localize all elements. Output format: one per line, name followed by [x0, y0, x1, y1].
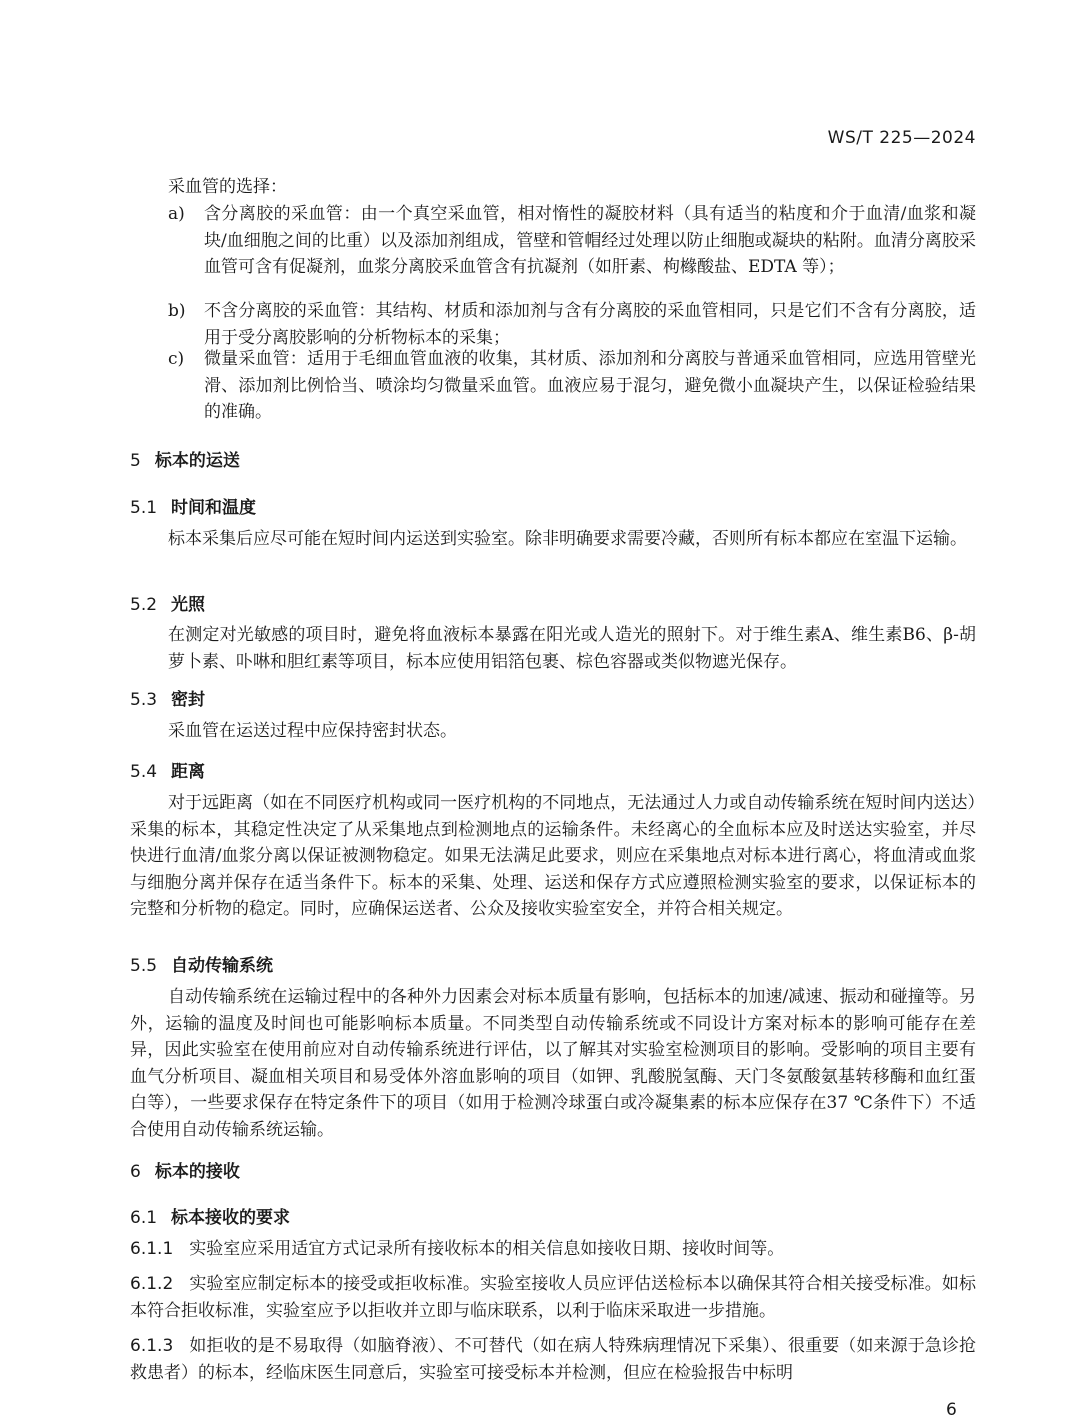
paragraph: 在测定对光敏感的项目时，避免将血液标本暴露在阳光或人造光的照射下。对于维生素A、维生素B6、β-胡萝卜素、卟啉和胆红素等项目，标本应使用铝箔包裹、棕色容器或类似物遮光保存。 — [168, 625, 976, 672]
clause-text: 如拒收的是不易取得（如脑脊液）、不可替代（如在病人特殊病理情况下采集）、很重要（如来源于急诊抢救患者）的标本，经临床医生同意后，实验室可接受标本并检测，但应在检验报告中标明 — [130, 1336, 976, 1383]
subsection-heading — [130, 757, 205, 782]
clause-text: 实验室应采用适宜方式记录所有接收标本的相关信息如接收日期、接收时间等。 — [189, 1239, 785, 1259]
clause-number: 6.1.1 — [130, 1239, 174, 1259]
clause-number: 6.1.3 — [130, 1336, 174, 1356]
subsection-number: 5.1 — [130, 498, 158, 518]
list-marker: c) — [168, 349, 185, 369]
subsection-number: 5.2 — [130, 595, 158, 615]
subsection-title: 标本接收的要求 — [171, 1208, 291, 1228]
section-heading — [130, 446, 240, 471]
subsection-title: 时间和温度 — [171, 498, 257, 518]
section-title: 标本的接收 — [154, 1162, 240, 1182]
subsection-heading — [130, 951, 273, 976]
clause-number: 6.1.2 — [130, 1274, 174, 1294]
section-number: 5 — [130, 451, 141, 471]
section-title: 标本的运送 — [154, 451, 240, 471]
intro-label: 采血管的选择： — [168, 177, 287, 197]
subsection-title: 距离 — [171, 762, 206, 782]
paragraph: 采血管在运送过程中应保持密封状态。 — [168, 721, 457, 741]
subsection-title: 光照 — [171, 595, 206, 615]
subsection-title: 自动传输系统 — [171, 956, 274, 976]
section-number: 6 — [130, 1162, 141, 1182]
subsection-heading — [130, 493, 256, 518]
list-item-text: 不含分离胶的采血管：其结构、材质和添加剂与含有分离胶的采血管相同，只是它们不含有分离胶，适用于受分离胶影响的分析物标本的采集； — [204, 301, 976, 348]
list-marker: b) — [168, 301, 186, 321]
subsection-title: 密封 — [171, 690, 206, 710]
subsection-number: 5.5 — [130, 956, 158, 976]
list-item — [168, 298, 976, 351]
list-item — [168, 346, 976, 426]
page-number: 6 — [946, 1400, 957, 1420]
paragraph: 对于远距离（如在不同医疗机构或同一医疗机构的不同地点，无法通过人力或自动传输系统在短时间内送达）采集的标本，其稳定性决定了从采集地点到检测地点的运输条件。未经离心的全血标本应及时送达实验室，并尽快进行血清/血浆分离以保证被测物稳定。如果无法满足此要求，则应在采集地点对标本进行离心，将血清或血浆与细胞分离并保存在适当条件下。标本的采集、处理、运送和保存方式应遵照检测实验室的要求，以保证标本的完整和分析物的稳定。同时，应确保运送者、公众及接收实验室安全，并符合相关规定。 — [130, 793, 976, 919]
subsection-number: 6.1 — [130, 1208, 158, 1228]
subsection-number: 5.4 — [130, 762, 158, 782]
subsection-number: 5.3 — [130, 690, 158, 710]
list-item — [168, 201, 976, 307]
subsection-heading — [130, 1203, 290, 1228]
document-code: WS/T 225—2024 — [827, 128, 976, 148]
clause-text: 实验室应制定标本的接受或拒收标准。实验室接收人员应评估送检标本以确保其符合相关接受标准。如标本符合拒收标准，实验室应予以拒收并立即与临床联系，以利于临床采取进一步措施。 — [130, 1274, 976, 1321]
list-marker: a) — [168, 204, 185, 224]
list-item-text: 微量采血管：适用于毛细血管血液的收集，其材质、添加剂和分离胶与普通采血管相同，应选用管壁光滑、添加剂比例恰当、喷涂均匀微量采血管。血液应易于混匀，避免微小血凝块产生，以保证检验结果的准确。 — [204, 349, 976, 422]
clause — [130, 1271, 976, 1324]
subsection-heading — [130, 685, 205, 710]
clause — [130, 1333, 976, 1386]
subsection-heading — [130, 590, 205, 615]
paragraph: 标本采集后应尽可能在短时间内运送到实验室。除非明确要求需要冷藏，否则所有标本都应在室温下运输。 — [168, 529, 967, 549]
clause — [130, 1236, 976, 1263]
list-item-text: 含分离胶的采血管：由一个真空采血管，相对惰性的凝胶材料（具有适当的粘度和介于血清/血浆和凝块/血细胞之间的比重）以及添加剂组成，管壁和管帽经过处理以防止细胞或凝块的粘附。血清分离胶采血管可含有促凝剂，血浆分离胶采血管含有抗凝剂（如肝素、枸橼酸盐、EDTA 等）； — [204, 204, 976, 277]
paragraph: 自动传输系统在运输过程中的各种外力因素会对标本质量有影响，包括标本的加速/减速、振动和碰撞等。另外，运输的温度及时间也可能影响标本质量。不同类型自动传输系统或不同设计方案对标本的影响可能存在差异，因此实验室在使用前应对自动传输系统进行评估，以了解其对实验室检测项目的影响。受影响的项目主要有血气分析项目、凝血相关项目和易受体外溶血影响的项目（如钾、乳酸脱氢酶、天门冬氨酸氨基转移酶和血红蛋白等），一些要求保存在特定条件下的项目（如用于检测冷球蛋白或冷凝集素的标本应保存在37 ℃条件下）不适合使用自动传输系统运输。 — [130, 987, 976, 1140]
section-heading — [130, 1157, 240, 1182]
